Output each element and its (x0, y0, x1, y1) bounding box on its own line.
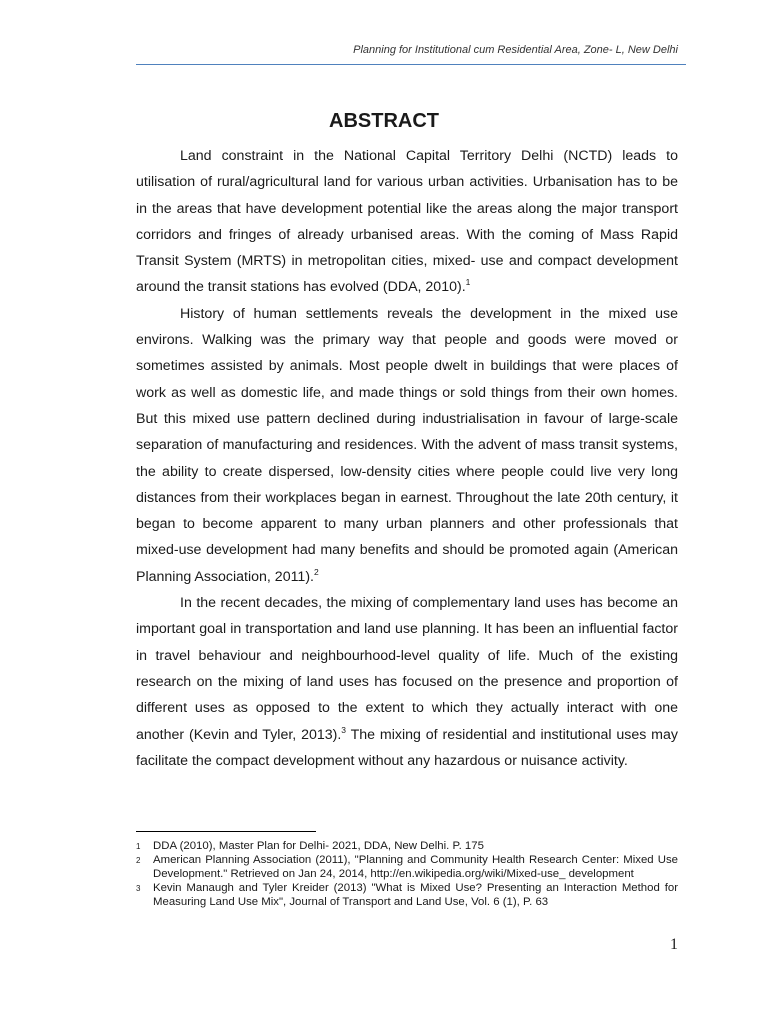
abstract-body (136, 143, 678, 774)
footnote-text: DDA (2010), Master Plan for Delhi- 2021, DDA, New Delhi. P. 175 (153, 840, 484, 852)
footnote-text: Kevin Manaugh and Tyler Kreider (2013) "What is Mixed Use? Presenting an Interaction Method for Measuring Land Use Mix", Journal of Transport and Land Use, Vol. 6 (1), P. 63 (153, 882, 678, 908)
paragraph-text: Land constraint in the National Capital Territory Delhi (NCTD) leads to utilisation of rural/agricultural land for various urban activities. Urbanisation has to be in the areas that have development potential like the areas along the major transport corridors and fringes of already urbanised areas. With the coming of Mass Rapid Transit System (MRTS) in metropolitan cities, mixed- use and compact development around the transit stations has evolved (DDA, 2010). (136, 148, 678, 296)
footnotes (136, 839, 678, 909)
paragraph-1 (136, 143, 678, 301)
footnote-1 (136, 839, 678, 853)
footnote-number: 1 (136, 842, 141, 851)
paragraph-3 (136, 590, 678, 774)
footnote-separator (136, 831, 316, 832)
running-header: Planning for Institutional cum Residential Area, Zone- L, New Delhi (353, 44, 678, 56)
footnote-2 (136, 853, 678, 881)
paragraph-text: History of human settlements reveals the development in the mixed use environs. Walking was the primary way that people and goods were moved or sometimes assisted by animals. Most people dwelt in buildings that were places of work as well as domestic life, and made things or sold things from their own homes. But this mixed use pattern declined during industrialisation in favour of large-scale separation of manufacturing and residences. With the advent of mass transit systems, the ability to create dispersed, low-density cities where people could live very long distances from their workplaces began in earnest. Throughout the late 20th century, it began to become apparent to many urban planners and other professionals that mixed-use development had many benefits and should be promoted again (American Planning Association, 2011). (136, 305, 678, 585)
footnote-ref-3[interactable]: 3 (341, 724, 347, 735)
page-number: 1 (670, 936, 678, 953)
paragraph-2 (136, 301, 678, 590)
footnote-ref-2[interactable]: 2 (314, 566, 319, 577)
paragraph-text: In the recent decades, the mixing of complementary land uses has become an important goal in transportation and land use planning. It has been an influential factor in travel behaviour and neighbourhood-level quality of life. Much of the existing research on the mixing of land uses has focused on the presence and proportion of different uses as opposed to the extent to which they actually interact with one another (Kevin and Tyler, 2013). (136, 595, 678, 743)
paragraph-text-tail: The mixing of residential and institutional uses may facilitate the compact development without any hazardous or nuisance activity. (136, 726, 678, 769)
footnote-text: American Planning Association (2011), "Planning and Community Health Research Center: Mixed Use Development." Retrieved on Jan 24, 2014, http://en.wikipedia.org/wiki/Mixed-use_ development (153, 854, 678, 880)
header-rule (136, 64, 686, 65)
footnote-number: 3 (136, 884, 141, 893)
footnote-ref-1[interactable]: 1 (465, 277, 471, 288)
page-title: ABSTRACT (329, 110, 439, 132)
footnote-3 (136, 881, 678, 909)
footnote-number: 2 (136, 856, 141, 865)
